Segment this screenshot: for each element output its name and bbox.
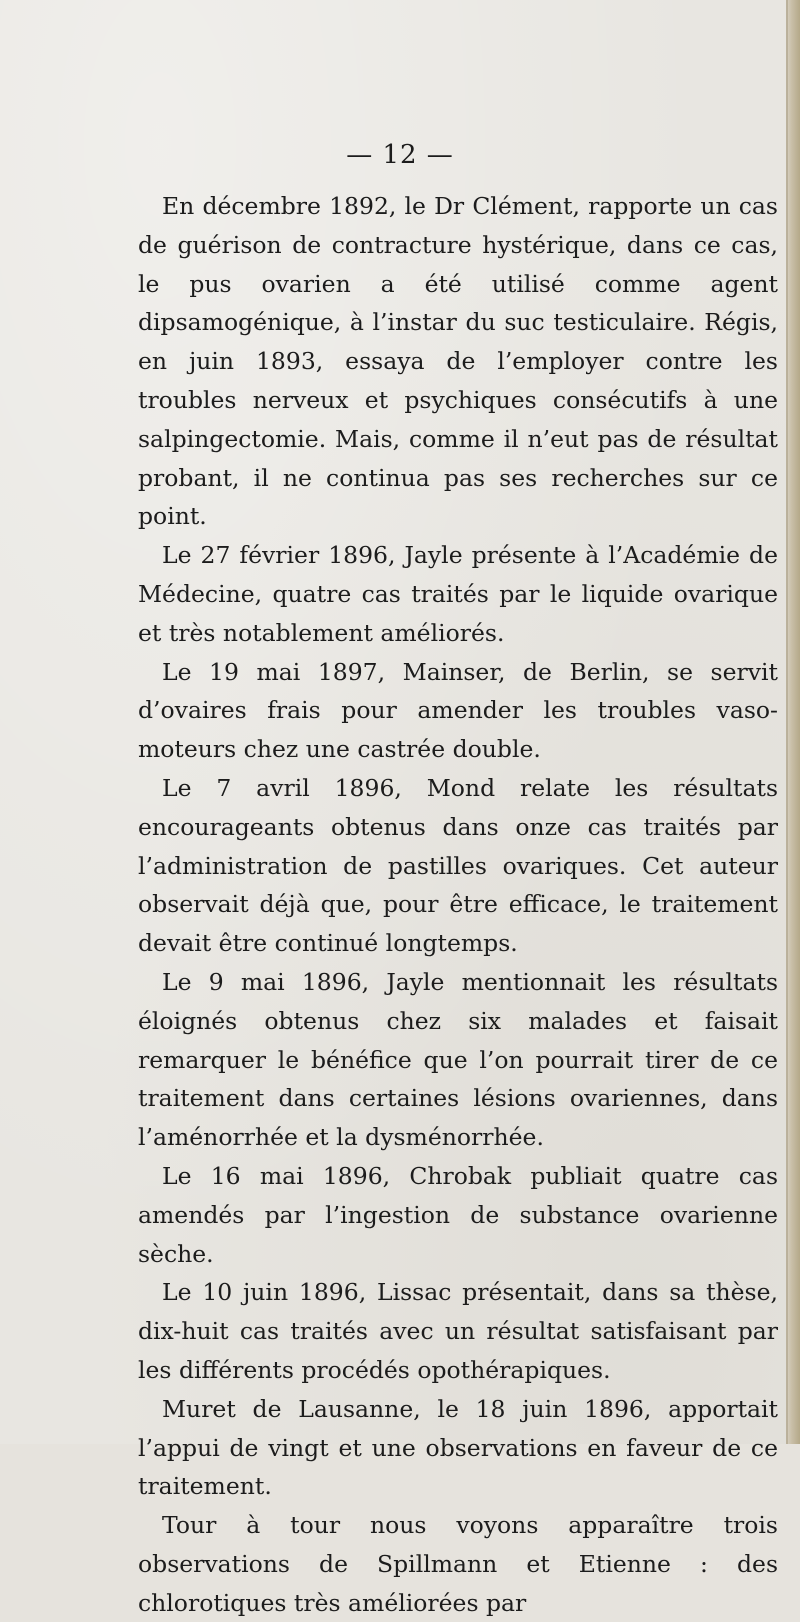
paragraph-3: Le 19 mai 1897, Mainser, de Berlin, se servit d’ovaires frais pour amender les troubles vaso-moteurs chez une castrée double. (138, 657, 778, 764)
paragraph-8: Muret de Lausanne, le 18 juin 1896, apportait l’appui de vingt et une observations en faveur de ce traitement. (138, 1394, 778, 1501)
paragraph-6: Le 16 mai 1896, Chrobak publiait quatre cas amendés par l’ingestion de substance ovarienne sèche. (138, 1161, 778, 1268)
body-text (138, 187, 778, 1622)
paragraph-1: En décembre 1892, le Dr Clément, rapporte un cas de guérison de contracture hystérique, dans ce cas, le pus ovarien a été utilisé comme agent dipsamogénique, à l’instar du suc testiculaire. Régis, en juin 1893, essaya de l’employer contre les troubles nerveux et psychiques consécutifs à une salpingectomie. Mais, comme il n’eut pas de résultat probant, il ne continua pas ses recherches sur ce point. (138, 192, 778, 531)
page-number: — 12 — (346, 140, 454, 170)
paragraph-2: Le 27 février 1896, Jayle présente à l’Académie de Médecine, quatre cas traités par le liquide ovarique et très notablement améliorés. (138, 541, 778, 647)
paragraph-9: Tour à tour nous voyons apparaître trois observations de Spillmann et Etienne : des chlorotiques très améliorées par (138, 1511, 778, 1617)
page-edge-binding (786, 0, 800, 1444)
paragraph-4: Le 7 avril 1896, Mond relate les résultats encourageants obtenus dans onze cas traités par l’administration de pastilles ovariques. Cet auteur observait déjà que, pour être efficace, le traitement devait être continué longtemps. (138, 773, 778, 958)
page-edge-shadow (786, 0, 788, 1444)
paragraph-7: Le 10 juin 1896, Lissac présentait, dans sa thèse, dix-huit cas traités avec un résultat satisfaisant par les différents procédés opothérapiques. (138, 1278, 778, 1384)
paragraph-5: Le 9 mai 1896, Jayle mentionnait les résultats éloignés obtenus chez six malades et faisait remarquer le bénéfice que l’on pourrait tirer de ce traitement dans certaines lésions ovariennes, dans l’aménorrhée et la dysménorrhée. (138, 967, 778, 1152)
